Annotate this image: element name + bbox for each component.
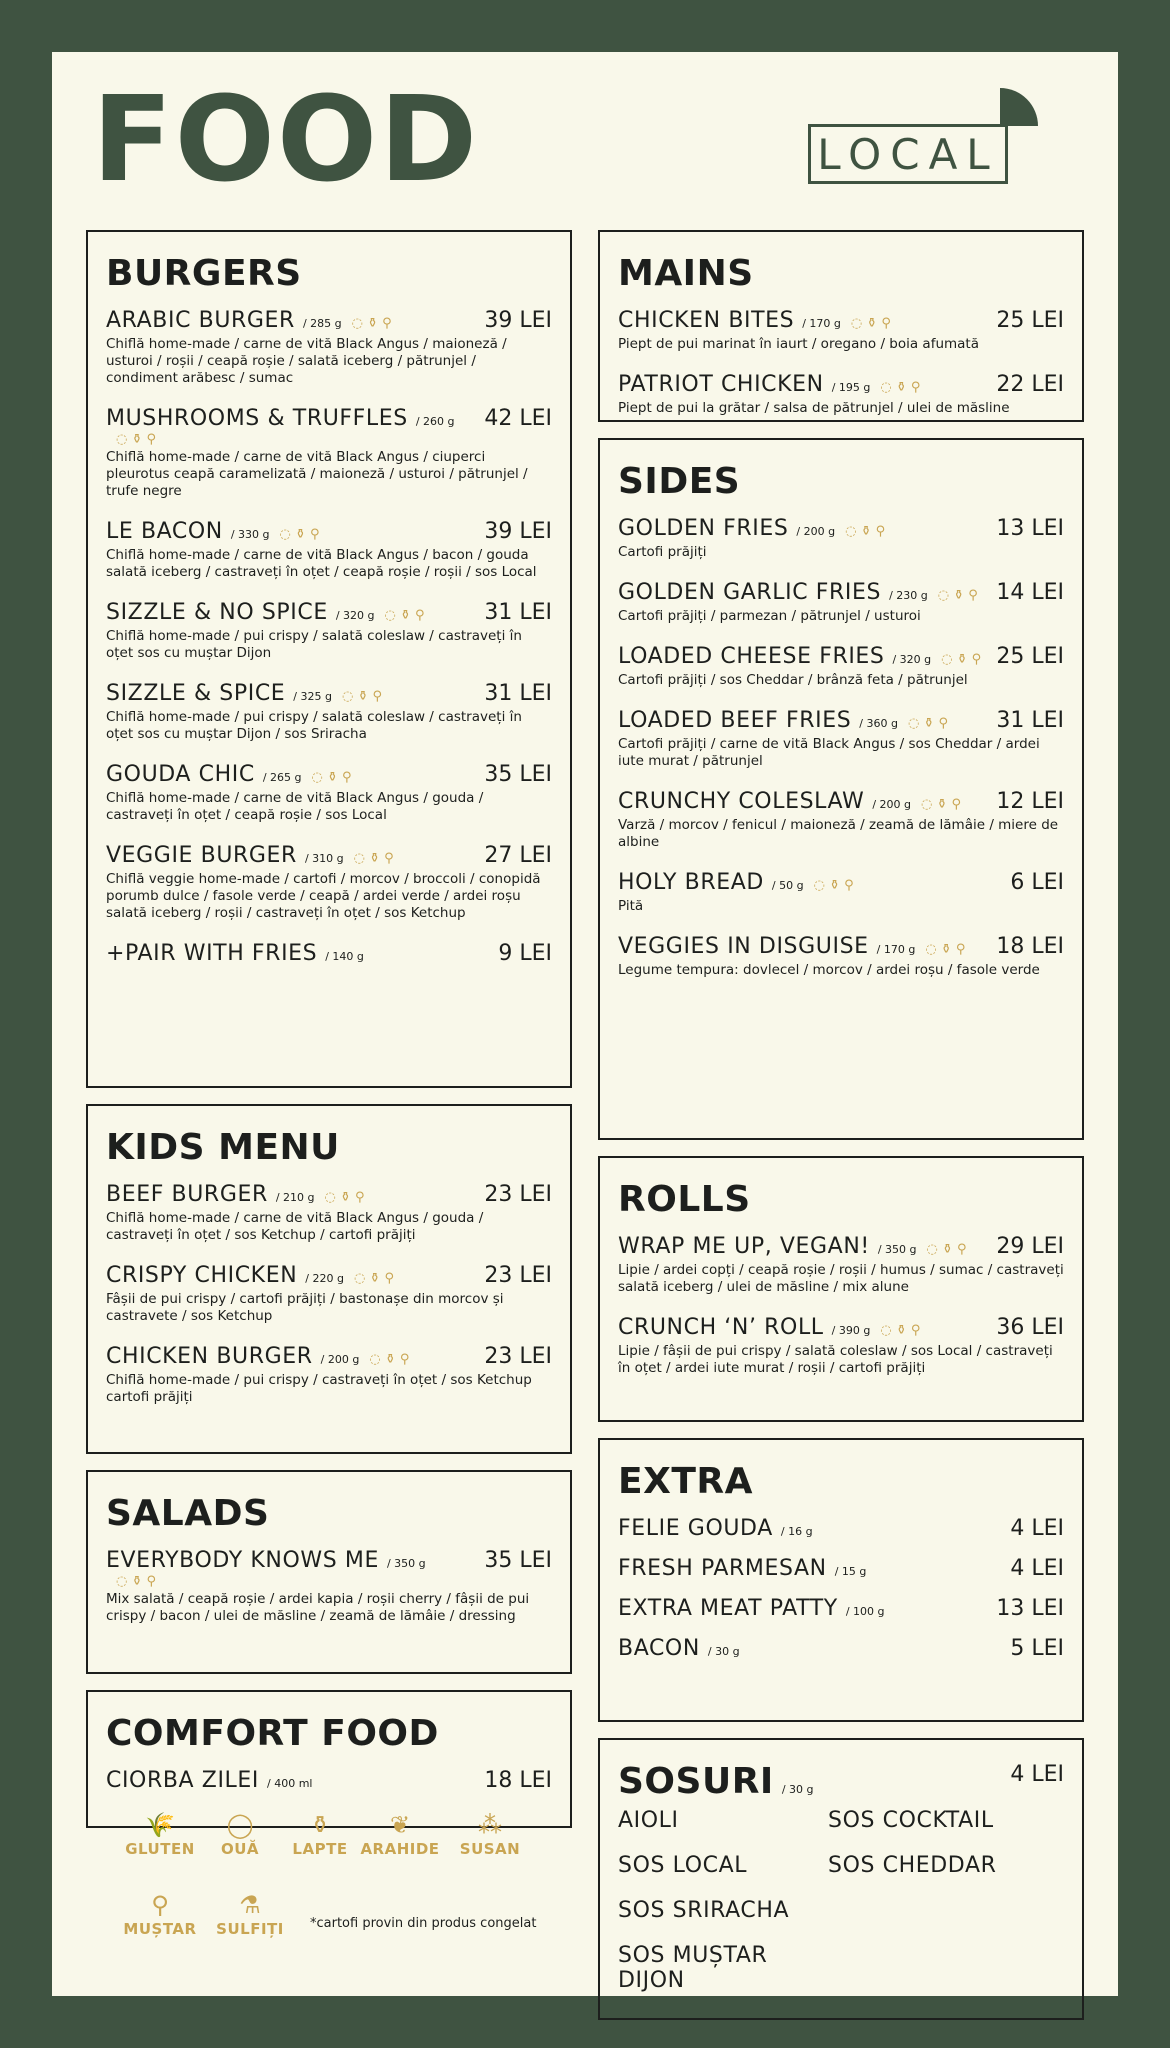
item-price: 12 LEI — [996, 789, 1064, 814]
brand-logo — [808, 88, 1038, 196]
item-name-group — [618, 1556, 866, 1582]
item-name: LOADED BEEF FRIES — [618, 708, 852, 733]
item-description: Chiflă home-made / pui crispy / salată coleslaw / castraveți în oțet sos cu muștar Dijon / sos Sriracha — [106, 709, 522, 742]
item-name-group — [106, 1548, 474, 1589]
section-title: COMFORT FOOD — [106, 1713, 439, 1754]
item-name: PATRIOT CHICKEN — [618, 372, 824, 397]
item-description: Cartofi prăjiți / carne de vită Black Angus / sos Cheddar / ardei iute murat / pătrunjel — [618, 736, 1040, 769]
item-head — [618, 789, 1064, 815]
menu-item — [106, 1263, 552, 1325]
item-weight: / 140 g — [325, 950, 364, 963]
menu-item — [106, 843, 552, 922]
menu-item — [106, 1344, 552, 1406]
item-price: 23 LEI — [484, 1263, 552, 1288]
menu-item — [106, 681, 552, 743]
sauce-item: SOS CHEDDAR — [828, 1853, 997, 1878]
allergen-arahide — [360, 1810, 440, 1858]
item-name: GOLDEN GARLIC FRIES — [618, 580, 882, 605]
item-weight: / 360 g — [859, 717, 898, 730]
item-name: CHICKEN BITES — [618, 308, 795, 333]
item-weight: / 220 g — [305, 1272, 344, 1285]
allergen-icons: ◌ ⚱ ⚲ — [813, 878, 854, 893]
allergen-icons: ◌ ⚱ ⚲ — [369, 1352, 410, 1367]
item-price: 22 LEI — [996, 372, 1064, 397]
allergen-ouă — [200, 1810, 280, 1858]
logo-text: LOCAL — [808, 124, 1008, 184]
item-description: Piept de pui la grătar / salsa de pătrunjel / ulei de măsline — [618, 400, 1010, 416]
allergen-label: LAPTE — [292, 1840, 348, 1858]
item-weight: / 200 g — [796, 525, 836, 538]
menu-item — [106, 1182, 552, 1244]
item-price: 4 LEI — [1010, 1762, 1064, 1787]
item-name-group — [618, 372, 920, 398]
item-description: Piept de pui marinat în iaurt / oregano / boia afumată — [618, 336, 979, 352]
item-description: Varză / morcov / fenicul / maioneză / zeamă de lămâie / miere de albine — [618, 817, 1059, 850]
item-head — [106, 762, 552, 788]
item-name-group — [618, 708, 948, 734]
item-description: Legume tempura: dovlecel / morcov / ardei roșu / fasole verde — [618, 962, 1040, 978]
item-price: 31 LEI — [484, 681, 552, 706]
section-title: SALADS — [106, 1493, 270, 1534]
allergen-icons: ◌ ⚱ ⚲ — [925, 942, 966, 957]
sauce-item: SOS COCKTAIL — [828, 1808, 994, 1833]
menu-item — [618, 934, 1064, 979]
item-weight: / 265 g — [262, 771, 302, 784]
item-head — [618, 1596, 1064, 1622]
item-description: Chiflă home-made / carne de vită Black Angus / gouda / castraveți în oțet / sos Ketchup / cartofi prăjiți — [106, 1210, 484, 1243]
item-head — [618, 1556, 1064, 1582]
item-name-group — [618, 934, 965, 960]
item-price: 23 LEI — [484, 1344, 552, 1369]
item-head — [106, 1263, 552, 1289]
allergen-icons: ◌ ⚱ ⚲ — [880, 380, 921, 395]
item-head — [106, 941, 552, 967]
item-description: Chiflă home-made / pui crispy / salată coleslaw / castraveți în oțet sos cu muștar Dijon — [106, 628, 522, 661]
item-price: 6 LEI — [1010, 870, 1064, 895]
item-price: 29 LEI — [996, 1234, 1064, 1259]
item-weight: / 310 g — [304, 852, 344, 865]
item-head — [106, 406, 552, 447]
section-kids-menu — [86, 1104, 572, 1454]
item-weight: / 350 g — [386, 1557, 426, 1570]
item-weight: / 200 g — [320, 1353, 360, 1366]
wheat-icon: 🌾 — [145, 1811, 175, 1839]
item-price: 13 LEI — [996, 516, 1064, 541]
menu-page — [52, 52, 1118, 1996]
item-head — [618, 644, 1064, 670]
item-name-group — [106, 681, 382, 707]
logo-quarter-circle — [1000, 88, 1038, 126]
section-title: SIDES — [618, 461, 741, 502]
item-name-group — [618, 580, 978, 606]
item-name-group — [106, 941, 364, 967]
flask-icon: ⚗ — [239, 1891, 261, 1919]
item-price: 25 LEI — [996, 308, 1064, 333]
item-name: MUSHROOMS & TRUFFLES — [106, 406, 408, 431]
item-head — [618, 934, 1064, 960]
item-name: ARABIC BURGER — [106, 308, 295, 333]
item-weight: / 285 g — [302, 317, 342, 330]
item-name: CRISPY CHICKEN — [106, 1263, 298, 1288]
item-description: Chiflă veggie home-made / cartofi / morcov / broccoli / conopidă porumb dulce / fasole verde / ceapă / ardei verde / ardei roșu salată iceberg / roșii / castraveți în oțet / sos Ketchup — [106, 871, 541, 921]
item-weight: / 16 g — [780, 1525, 813, 1538]
allergen-icons: ◌ ⚱ ⚲ — [116, 432, 157, 447]
item-head — [618, 1516, 1064, 1542]
item-price: 4 LEI — [1010, 1556, 1064, 1581]
menu-item — [106, 519, 552, 581]
allergen-icons: ◌ ⚱ ⚲ — [116, 1574, 157, 1589]
item-weight: / 50 g — [771, 879, 804, 892]
item-description: Chiflă home-made / carne de vită Black Angus / bacon / gouda salată iceberg / castraveți în oțet / ceapă roșie / roșii / sos Local — [106, 547, 537, 580]
item-name-group — [106, 1182, 365, 1208]
item-name: BEEF BURGER — [106, 1182, 268, 1207]
item-name-group — [618, 516, 885, 542]
allergen-label: SUSAN — [459, 1840, 521, 1858]
item-name-group — [618, 308, 891, 334]
allergen-icons: ◌ ⚱ ⚲ — [880, 1323, 921, 1338]
section-sosuri — [598, 1738, 1084, 2020]
item-name-group — [618, 1234, 967, 1260]
item-price: 18 LEI — [996, 934, 1064, 959]
allergen-icons: ◌ ⚱ ⚲ — [921, 797, 962, 812]
allergen-gluten — [120, 1810, 200, 1858]
item-price: 18 LEI — [484, 1768, 552, 1793]
item-name: CRUNCH ‘N’ ROLL — [618, 1315, 824, 1340]
menu-item — [106, 308, 552, 387]
allergen-icons: ◌ ⚱ ⚲ — [941, 652, 982, 667]
menu-item — [618, 644, 1064, 689]
section-title: BURGERS — [106, 253, 302, 294]
item-description: Cartofi prăjiți / sos Cheddar / brânză feta / pătrunjel — [618, 672, 968, 688]
item-name: VEGGIES IN DISGUISE — [618, 934, 869, 959]
item-weight: / 30 g — [707, 1645, 740, 1658]
menu-item — [106, 406, 552, 500]
item-name-group — [106, 762, 352, 788]
item-description: Chiflă home-made / carne de vită Black Angus / maioneză / usturoi / roșii / ceapă roșie / salată iceberg / pătrunjel / condiment arăbesc / sumac — [106, 336, 507, 386]
footnote: *cartofi provin din produs congelat — [310, 1916, 537, 1931]
item-head — [618, 580, 1064, 606]
item-price: 39 LEI — [484, 308, 552, 333]
item-name-group — [106, 600, 425, 626]
item-head — [618, 1315, 1064, 1341]
item-weight: / 320 g — [335, 609, 375, 622]
item-weight: / 320 g — [892, 653, 932, 666]
item-name-group — [618, 1516, 813, 1542]
item-weight: / 400 ml — [267, 1777, 313, 1790]
item-name: SIZZLE & SPICE — [106, 681, 286, 706]
item-name-group — [106, 519, 320, 545]
item-head — [106, 681, 552, 707]
item-price: 27 LEI — [484, 843, 552, 868]
menu-item — [106, 600, 552, 662]
menu-item — [618, 789, 1064, 851]
menu-item — [618, 1636, 1064, 1662]
sesame-icon: ⁂ — [478, 1811, 502, 1839]
item-weight: / 30 g — [781, 1783, 814, 1796]
item-name: CIORBA ZILEI — [106, 1768, 259, 1793]
item-name-group — [106, 843, 394, 869]
item-head — [106, 1344, 552, 1370]
menu-item — [106, 762, 552, 824]
item-head — [618, 1636, 1064, 1662]
item-weight: / 325 g — [293, 690, 332, 703]
item-head — [106, 1182, 552, 1208]
item-description: Fâșii de pui crispy / cartofi prăjiți / bastonașe din morcov și castravete / sos Ketchup — [106, 1291, 504, 1324]
item-price: 4 LEI — [1010, 1516, 1064, 1541]
item-weight: / 170 g — [876, 943, 916, 956]
allergen-lapte — [280, 1810, 360, 1858]
item-name: GOUDA CHIC — [106, 762, 255, 787]
item-price: 13 LEI — [996, 1596, 1064, 1621]
section-burgers — [86, 230, 572, 1088]
allergen-icons: ◌ ⚱ ⚲ — [850, 316, 891, 331]
item-name: SIZZLE & NO SPICE — [106, 600, 328, 625]
menu-item — [106, 1768, 552, 1794]
menu-item — [618, 580, 1064, 625]
allergen-label: GLUTEN — [125, 1840, 195, 1858]
item-price: 35 LEI — [484, 1548, 552, 1573]
item-name-group — [618, 870, 854, 896]
item-price: 36 LEI — [996, 1315, 1064, 1340]
menu-item — [618, 1556, 1064, 1582]
sauce-item: SOS LOCAL — [618, 1853, 748, 1878]
sauce-list — [618, 1808, 1064, 1993]
item-description: Cartofi prăjiți / parmezan / pătrunjel / usturoi — [618, 608, 921, 624]
item-head — [106, 600, 552, 626]
item-weight: / 350 g — [877, 1243, 917, 1256]
item-weight: / 260 g — [415, 415, 455, 428]
item-description: Lipie / ardei copți / ceapă roșie / roșii / humus / sumac / castraveți salată iceberg / ulei de măsline / mix alune — [618, 1262, 1064, 1295]
item-price: 25 LEI — [996, 644, 1064, 669]
egg-icon: ◯ — [226, 1811, 254, 1839]
sauce-item: AIOLI — [618, 1808, 679, 1833]
item-head — [106, 519, 552, 545]
item-weight: / 210 g — [275, 1191, 315, 1204]
item-head — [618, 516, 1064, 542]
item-head — [618, 372, 1064, 398]
item-description: Chiflă home-made / carne de vită Black Angus / ciuperci pleurotus ceapă caramelizată / maioneză / usturoi / pătrunjel / trufe negre — [106, 449, 528, 499]
allergen-label: OUĂ — [220, 1840, 260, 1858]
item-name: EXTRA MEAT PATTY — [618, 1596, 838, 1621]
item-head — [618, 1234, 1064, 1260]
item-name-group — [106, 308, 392, 334]
item-description: Chiflă home-made / carne de vită Black Angus / gouda / castraveți în oțet / ceapă roșie / sos Local — [106, 790, 484, 823]
page-title: FOOD — [92, 70, 480, 208]
item-name-group — [618, 1596, 885, 1622]
sauce-item — [828, 1898, 1038, 1923]
item-name-group — [106, 406, 474, 447]
item-head — [106, 843, 552, 869]
item-name: FELIE GOUDA — [618, 1516, 773, 1541]
allergen-label: ARAHIDE — [360, 1840, 440, 1858]
menu-item — [618, 708, 1064, 770]
item-price: 9 LEI — [498, 941, 552, 966]
item-description: Mix salată / ceapă roșie / ardei kapia / roșii cherry / fâșii de pui crispy / bacon / ulei de măsline / zeamă de lămâie / dressing — [106, 1591, 530, 1624]
menu-item — [618, 308, 1064, 353]
item-name-group — [106, 1344, 409, 1370]
item-name-group — [106, 1768, 312, 1794]
item-name: LOADED CHEESE FRIES — [618, 644, 885, 669]
item-weight: / 230 g — [889, 589, 928, 602]
item-head — [618, 870, 1064, 896]
allergen-icons: ◌ ⚱ ⚲ — [341, 689, 382, 704]
menu-item — [618, 516, 1064, 561]
item-description: Lipie / fâșii de pui crispy / salată coleslaw / sos Local / castraveți în oțet / ardei iute murat / roșii / cartofi prăjiți — [618, 1343, 1053, 1376]
item-head — [106, 1548, 552, 1589]
item-name: GOLDEN FRIES — [618, 516, 789, 541]
allergen-icons: ◌ ⚱ ⚲ — [324, 1190, 365, 1205]
allergen-icons: ◌ ⚱ ⚲ — [279, 527, 320, 542]
section-title: SOSURI — [618, 1761, 774, 1802]
item-head — [106, 1768, 552, 1794]
item-price: 35 LEI — [484, 762, 552, 787]
item-name: LE BACON — [106, 519, 223, 544]
menu-item — [106, 941, 552, 967]
allergen-icons: ◌ ⚱ ⚲ — [311, 770, 352, 785]
sosuri-header — [618, 1762, 1064, 1802]
section-title: EXTRA — [618, 1461, 753, 1502]
allergen-sulfiți — [210, 1890, 290, 1938]
item-price: 31 LEI — [996, 708, 1064, 733]
allergen-label: MUȘTAR — [123, 1920, 197, 1938]
item-name: BACON — [618, 1636, 700, 1661]
item-weight: / 195 g — [831, 381, 871, 394]
menu-item — [618, 1596, 1064, 1622]
item-weight: / 200 g — [872, 798, 911, 811]
item-price: 31 LEI — [484, 600, 552, 625]
item-price: 39 LEI — [484, 519, 552, 544]
section-salads — [86, 1470, 572, 1674]
allergen-icons: ◌ ⚱ ⚲ — [353, 1271, 394, 1286]
item-weight: / 390 g — [831, 1324, 871, 1337]
item-weight: / 330 g — [230, 528, 270, 541]
peanut-icon: ❦ — [389, 1811, 411, 1839]
menu-item — [618, 1315, 1064, 1377]
menu-item — [618, 372, 1064, 417]
menu-item — [618, 870, 1064, 915]
item-name: EVERYBODY KNOWS ME — [106, 1548, 379, 1573]
sauce-item: SOS SRIRACHA — [618, 1898, 790, 1923]
item-head — [618, 308, 1064, 334]
menu-item — [106, 1548, 552, 1625]
item-name: CRUNCHY COLESLAW — [618, 789, 865, 814]
section-mains — [598, 230, 1084, 422]
sauce-item: SOS MUȘTAR DIJON — [618, 1943, 768, 1993]
section-rolls — [598, 1156, 1084, 1422]
allergen-icons: ◌ ⚱ ⚲ — [926, 1242, 967, 1257]
section-title: MAINS — [618, 253, 754, 294]
item-name-group — [618, 789, 961, 815]
item-weight: / 170 g — [802, 317, 841, 330]
item-name: +PAIR WITH FRIES — [106, 941, 318, 966]
section-extra — [598, 1438, 1084, 1722]
allergen-icons: ◌ ⚱ ⚲ — [937, 588, 978, 603]
item-name-group — [618, 644, 981, 670]
section-title: KIDS MENU — [106, 1127, 340, 1168]
item-price: 5 LEI — [1010, 1636, 1064, 1661]
item-description: Chiflă home-made / pui crispy / castraveți în oțet / sos Ketchup cartofi prăjiți — [106, 1372, 532, 1405]
allergen-icons: ◌ ⚱ ⚲ — [845, 524, 886, 539]
item-price: 23 LEI — [484, 1182, 552, 1207]
item-description: Pită — [618, 898, 644, 914]
mustard-icon: ⚲ — [151, 1891, 169, 1919]
item-head — [106, 308, 552, 334]
item-description: Cartofi prăjiți — [618, 544, 707, 560]
item-weight: / 100 g — [845, 1605, 885, 1618]
item-head — [618, 708, 1064, 734]
allergen-icons: ◌ ⚱ ⚲ — [907, 716, 948, 731]
item-name: WRAP ME UP, VEGAN! — [618, 1234, 870, 1259]
section-title: ROLLS — [618, 1179, 751, 1220]
menu-item — [618, 1516, 1064, 1542]
item-price: 14 LEI — [996, 580, 1064, 605]
item-price: 42 LEI — [484, 406, 552, 431]
item-name: FRESH PARMESAN — [618, 1556, 827, 1581]
item-name-group — [618, 1636, 740, 1662]
allergen-icons: ◌ ⚱ ⚲ — [351, 316, 392, 331]
section-comfort-food — [86, 1690, 572, 1828]
item-weight: / 15 g — [834, 1565, 867, 1578]
allergen-susan — [450, 1810, 530, 1858]
allergen-icons: ◌ ⚱ ⚲ — [353, 851, 394, 866]
item-name-group — [106, 1263, 394, 1289]
allergen-label: SULFIȚI — [216, 1920, 284, 1938]
item-name: CHICKEN BURGER — [106, 1344, 313, 1369]
allergen-muștar — [120, 1890, 200, 1938]
section-sides — [598, 438, 1084, 1140]
allergen-icons: ◌ ⚱ ⚲ — [384, 608, 425, 623]
item-name: VEGGIE BURGER — [106, 843, 297, 868]
item-name: HOLY BREAD — [618, 870, 764, 895]
milk-icon: ⚱ — [309, 1811, 331, 1839]
item-name-group — [618, 1315, 920, 1341]
menu-item — [618, 1234, 1064, 1296]
